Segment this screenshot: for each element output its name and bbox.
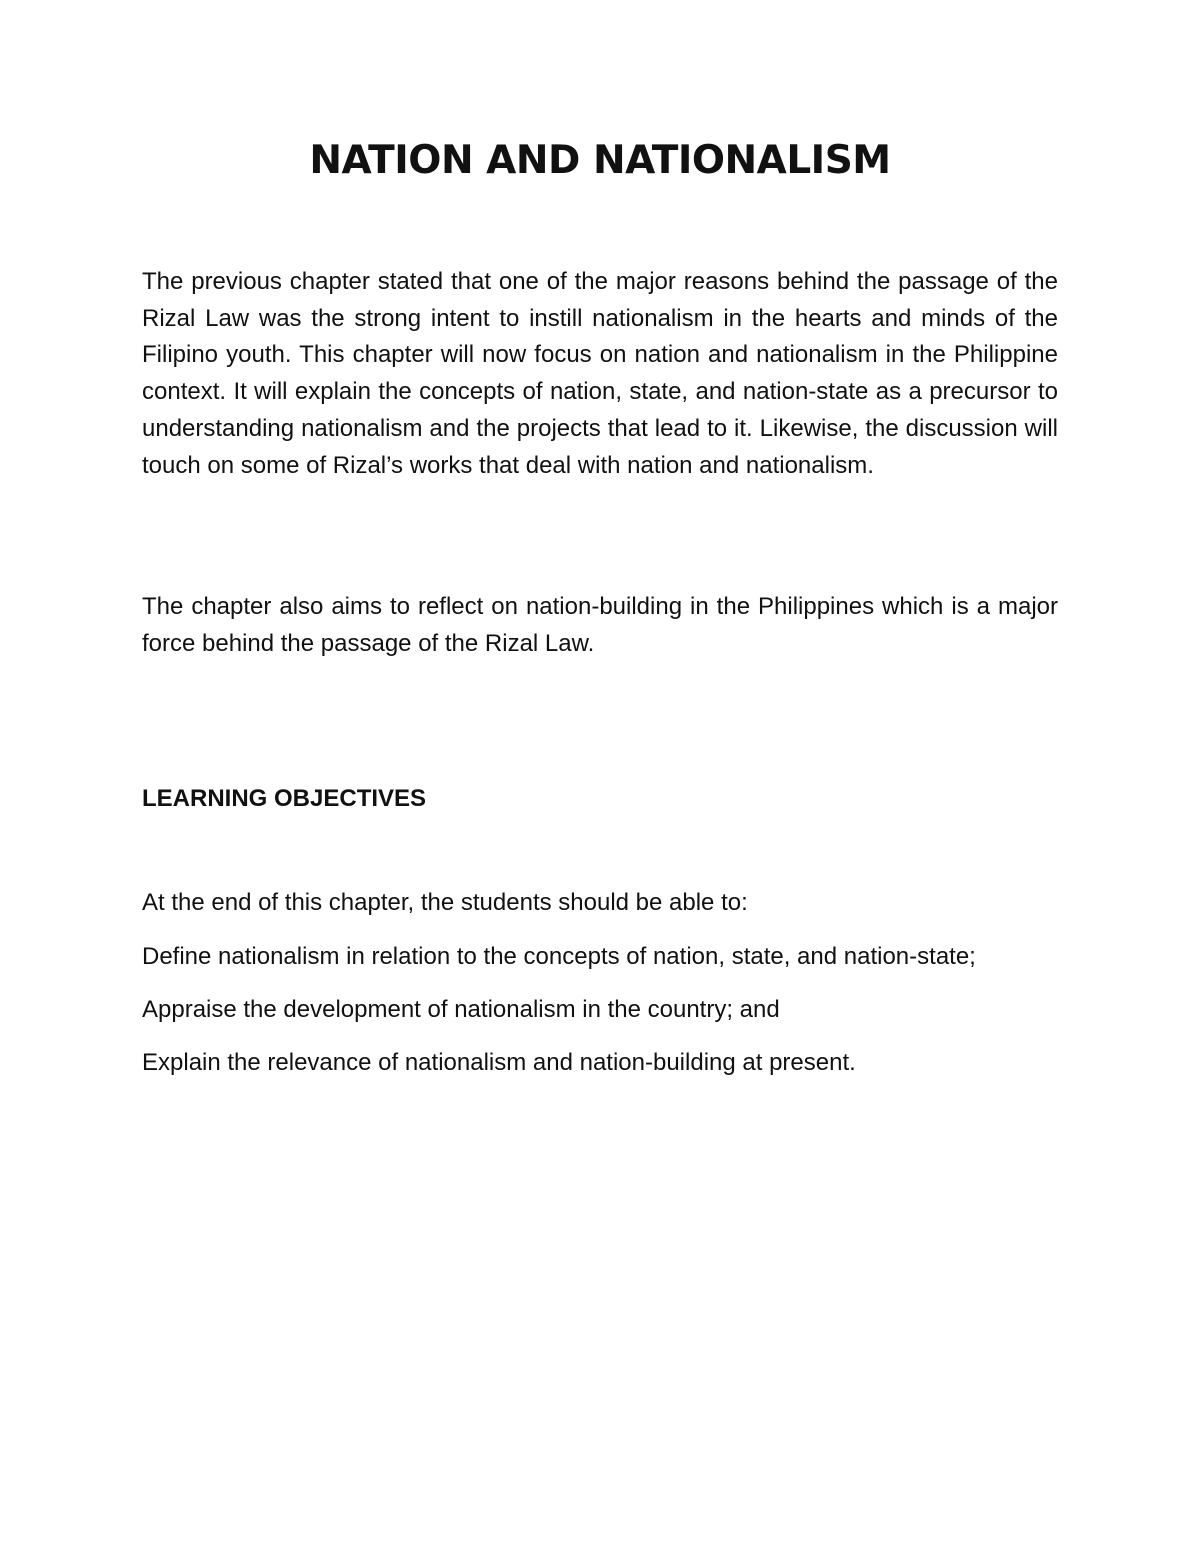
objectives-list <box>142 939 1042 1098</box>
aims-paragraph: The chapter also aims to reflect on nation-building in the Philippines which is a major force behind the passage of the Rizal Law. <box>142 593 1058 657</box>
objectives-intro: At the end of this chapter, the students should be able to: <box>142 889 748 916</box>
learning-objectives-heading: LEARNING OBJECTIVES <box>142 785 427 812</box>
page-title: NATION AND NATIONALISM <box>309 138 891 183</box>
objective-item: Appraise the development of nationalism in the country; and <box>142 996 780 1023</box>
objective-item: Explain the relevance of nationalism and nation-building at present. <box>142 1049 856 1076</box>
intro-paragraph: The previous chapter stated that one of the major reasons behind the passage of the Rizal Law was the strong intent to instill nationalism in the hearts and minds of the Filipino youth. This chapter will now focus on nation and nationalism in the Philippine context. It will explain the concepts of nation, state, and nation-state as a precursor to understanding nationalism and the projects that lead to it. Likewise, the discussion will touch on some of Rizal’s works that deal with nation and nationalism. <box>142 268 1058 479</box>
objective-item: Define nationalism in relation to the concepts of nation, state, and nation-state; <box>142 943 976 970</box>
